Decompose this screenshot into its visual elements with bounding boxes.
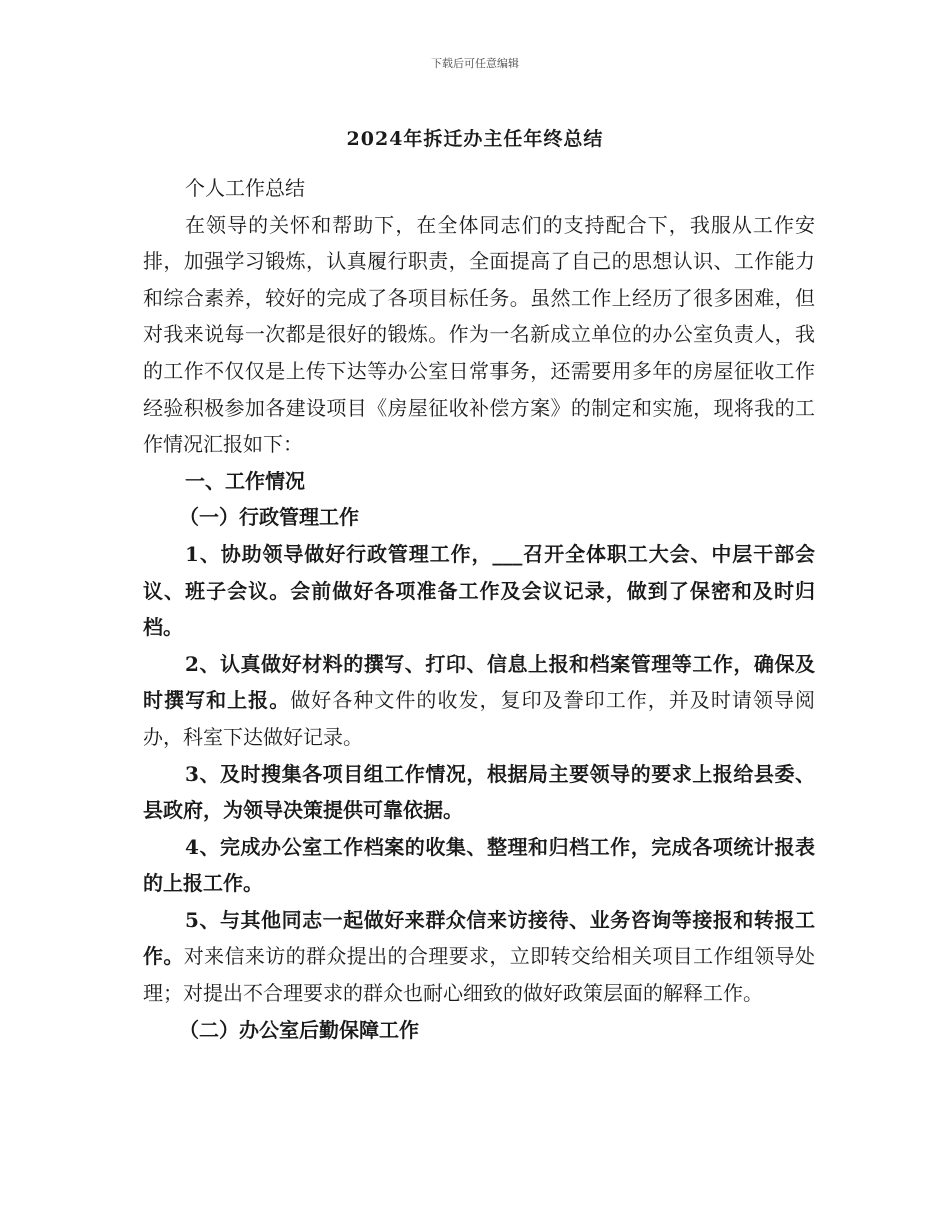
page-header-note: 下载后可任意编辑 xyxy=(431,57,519,70)
item-bold-text: 5、与其他同志一起做好来群众信来访接待、业务咨询等接报和转报工作。 xyxy=(143,907,815,969)
subsection-heading-logistics: （二）办公室后勤保障工作 xyxy=(179,1017,419,1042)
subsection-heading-admin: （一）行政管理工作 xyxy=(179,505,359,530)
item-bold-text: 1、协助领导做好行政管理工作，___召开全体职工大会、中层干部会议、班子会议。会前做好各项准备工作及会议记录，做到了保密和及时归档。 xyxy=(143,541,815,640)
item-normal-text: 做好各种文件的收发，复印及誊印工作，并及时请领导阅办，科室下达做好记录。 xyxy=(143,688,816,749)
item-bold-text: 2、认真做好材料的撰写、打印、信息上报和档案管理等工作，确保及时撰写和上报。 xyxy=(143,651,815,713)
intro-heading: 个人工作总结 xyxy=(185,176,305,200)
list-item xyxy=(143,902,815,1012)
section-heading-work-status: 一、工作情况 xyxy=(185,468,305,493)
document-body xyxy=(143,170,815,1048)
list-item xyxy=(143,829,815,902)
list-item xyxy=(143,536,815,646)
list-item xyxy=(143,646,815,756)
list-item xyxy=(143,756,815,829)
item-bold-text: 4、完成办公室工作档案的收集、整理和归档工作，完成各项统计报表的上报工作。 xyxy=(143,834,815,896)
document-title: 2024年拆迁办主任年终总结 xyxy=(346,128,604,150)
item-bold-text: 3、及时搜集各项目组工作情况，根据局主要领导的要求上报给县委、县政府，为领导决策提供可靠依据。 xyxy=(143,761,815,823)
intro-paragraph: 在领导的关怀和帮助下，在全体同志们的支持配合下，我服从工作安排，加强学习锻炼，认真履行职责，全面提高了自己的思想认识、工作能力和综合素养，较好的完成了各项目标任务。虽然工作上经历了很多困难，但对我来说每一次都是很好的锻炼。作为一名新成立单位的办公室负责人，我的工作不仅仅是上传下达等办公室日常事务，还需要用多年的房屋征收工作经验积极参加各建设项目《房屋征收补偿方案》的制定和实施，现将我的工作情况汇报如下： xyxy=(143,212,815,457)
item-normal-text: 对来信来访的群众提出的合理要求，立即转交给相关项目工作组领导处理；对提出不合理要求的群众也耐心细致的做好政策层面的解释工作。 xyxy=(143,944,815,1006)
